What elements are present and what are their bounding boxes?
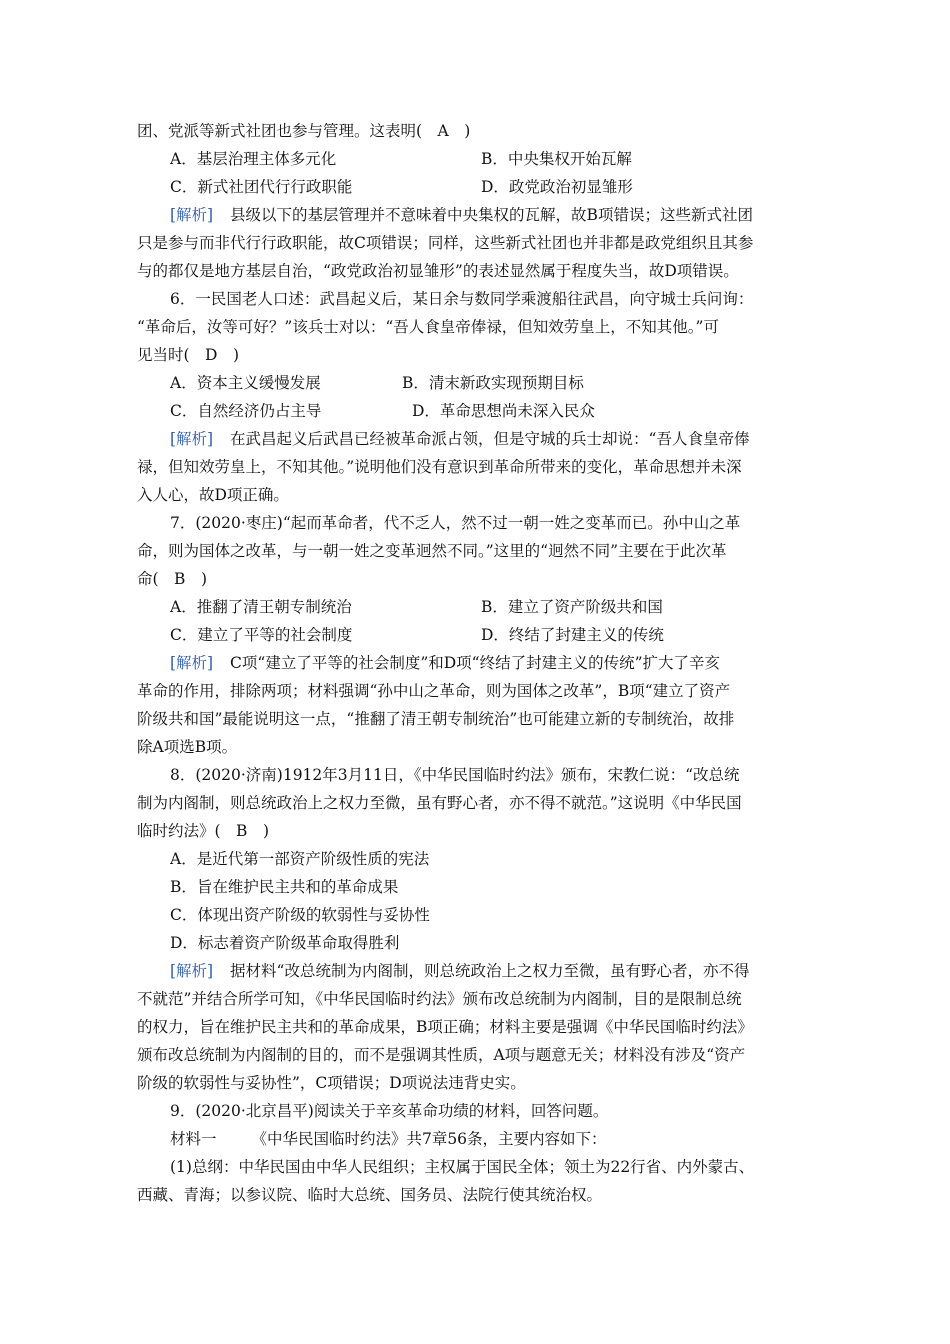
- q6-analysis-line-1: [解析] 在武昌起义后武昌已经被革命派占领，但是守城的兵士却说：“吾人食皇帝俸: [170, 430, 750, 448]
- q8-analysis-line-3: 的权力，旨在维护民主共和的革命成果，B项正确；材料主要是强调《中华民国临时约法》: [137, 1018, 753, 1036]
- q9-item1-line-2: 西藏、青海；以参议院、临时大总统、国务员、法院行使其统治权。: [137, 1186, 603, 1204]
- q6-options-row-2: [170, 401, 817, 421]
- q7-stem-line-2: 命，则为国体之改革，与一朝一姓之变革迥然不同。”这里的“迥然不同”主要在于此次革: [137, 542, 727, 560]
- q7-analysis-tag: [解析]: [170, 654, 214, 672]
- q6-analysis-line-2: 禄，但知效劳皇上，不知其他。”说明他们没有意识到革命所带来的变化，革命思想并未深: [137, 458, 742, 476]
- q7-analysis-line-2: 革命的作用，排除两项；材料强调“孙中山之革命，则为国体之改革”，B项“建立了资产: [137, 682, 731, 700]
- q5-options-row-1: [170, 149, 817, 169]
- q8-option-b: B．旨在维护民主共和的革命成果: [170, 878, 399, 896]
- q6-option-c: C．自然经济仍占主导: [170, 402, 322, 420]
- q6-option-b: B．清末新政实现预期目标: [402, 374, 584, 392]
- q7-analysis-line-1: [解析] C项“建立了平等的社会制度”和D项“终结了封建主义的传统”扩大了辛亥: [170, 654, 721, 672]
- q5-analysis-line-1: [解析] 县级以下的基层管理并不意味着中央集权的瓦解，故B项错误；这些新式社团: [170, 206, 753, 224]
- q7-options-row-1: [170, 597, 817, 617]
- q7-stem-line-1: 7．(2020·枣庄)“起而革命者，代不乏人，然不过一朝一姓之变革而已。孙中山之革: [170, 514, 741, 532]
- q8-stem-line-3: 临时约法》( B ): [137, 822, 269, 840]
- q8-analysis-line-5: 阶级的软弱性与妥协性”，C项错误；D项说法违背史实。: [137, 1074, 526, 1092]
- q7-option-b: B．建立了资产阶级共和国: [481, 598, 663, 616]
- q5-options-row-2: [170, 177, 817, 197]
- q8-stem-line-2: 制为内阁制，则总统政治上之权力至微，虽有野心者，亦不得不就范。”这说明《中华民国: [137, 794, 742, 812]
- q6-analysis-line-3: 入人心，故D项正确。: [137, 486, 289, 504]
- q7-options-row-2: [170, 625, 817, 645]
- q7-analysis-line-4: 除A项选B项。: [137, 738, 238, 756]
- q6-option-a: A．资本主义缓慢发展: [170, 374, 321, 392]
- q8-analysis-line-1: [解析] 据材料“改总统制为内阁制，则总统政治上之权力至微，虽有野心者，亦不得: [170, 962, 750, 980]
- q8-analysis-line-2: 不就范”并结合所学可知，《中华民国临时约法》颁布改总统制为内阁制，目的是限制总统: [137, 990, 742, 1008]
- q9-item1-line-1: (1)总纲：中华民国由中华人民组织；主权属于国民全体；领土为22行省、内外蒙古、: [170, 1158, 755, 1176]
- q9-stem: 9．(2020·北京昌平)阅读关于辛亥革命功绩的材料，回答问题。: [170, 1102, 609, 1120]
- q7-option-c: C．建立了平等的社会制度: [170, 626, 353, 644]
- q9-material-text: 《中华民国临时约法》共7章56条，主要内容如下：: [251, 1130, 607, 1148]
- q6-stem-line-3: 见当时( D ): [137, 346, 240, 364]
- q8-stem-line-1: 8．(2020·济南)1912年3月11日，《中华民国临时约法》颁布，宋教仁说：“改总统: [170, 766, 740, 784]
- q6-analysis-tag: [解析]: [170, 430, 214, 448]
- q7-stem-line-3: 命( B ): [137, 570, 207, 588]
- q6-options-row-1: [170, 373, 817, 393]
- q7-analysis-line-3: 阶级共和国”最能说明这一点，“推翻了清王朝专制统治”也可能建立新的专制统治，故排: [137, 710, 735, 728]
- q7-option-a: A．推翻了清王朝专制统治: [170, 598, 352, 616]
- q5-analysis-line-3: 与的都仅是地方基层自治，“政党政治初显雏形”的表述显然属于程度失当，故D项错误。: [137, 262, 739, 280]
- q8-option-a: A．是近代第一部资产阶级性质的宪法: [170, 850, 430, 868]
- q5-analysis-tag: [解析]: [170, 206, 214, 224]
- q9-material-label: 材料一: [170, 1130, 217, 1148]
- q8-option-d: D．标志着资产阶级革命取得胜利: [170, 934, 400, 952]
- q6-stem-line-2: “革命后，汝等可好？”该兵士对以：“吾人食皇帝俸禄，但知效劳皇上，不知其他。”可: [137, 318, 719, 336]
- q6-option-d: D．革命思想尚未深入民众: [412, 402, 595, 420]
- q5-option-d: D．政党政治初显雏形: [481, 178, 633, 196]
- q5-option-b: B．中央集权开始瓦解: [481, 150, 632, 168]
- q7-option-d: D．终结了封建主义的传统: [481, 626, 664, 644]
- q8-analysis-tag: [解析]: [170, 962, 214, 980]
- q9-material-1: [170, 1129, 817, 1149]
- q6-stem-line-1: 6．一民国老人口述：武昌起义后，某日余与数同学乘渡船往武昌，向守城士兵问询：: [170, 290, 754, 308]
- q8-option-c: C．体现出资产阶级的软弱性与妥协性: [170, 906, 430, 924]
- q5-stem-tail: 团、党派等新式社团也参与管理。这表明( A ): [137, 122, 471, 140]
- q8-analysis-line-4: 颁布改总统制为内阁制的目的，而不是强调其性质，A项与题意无关；材料没有涉及“资产: [137, 1046, 746, 1064]
- q5-option-a: A．基层治理主体多元化: [170, 150, 337, 168]
- q5-analysis-line-2: 只是参与而非代行行政职能，故C项错误；同样，这些新式社团也并非都是政党组织且其参: [137, 234, 754, 252]
- q5-option-c: C．新式社团代行行政职能: [170, 178, 353, 196]
